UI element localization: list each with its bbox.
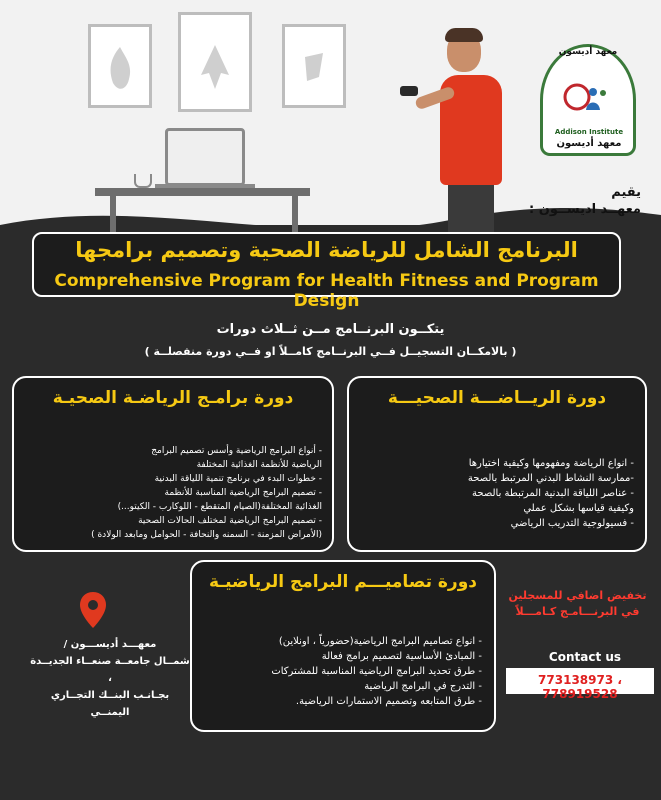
desk [95, 188, 310, 196]
location-pin-icon [80, 592, 106, 628]
card-program-design-title: دورة تصاميـــم البرامج الرياضيـة [209, 572, 477, 592]
list-item: - فسيولوجية التدريب الرياضي [510, 518, 634, 529]
presents-line2: معهــد اديســون : [529, 202, 641, 217]
list-item: (الأمراض المزمنة - السمنه والنحافة - الحوامل ومابعد الولادة ) [91, 530, 322, 540]
list-item: الرياضية للأنظمة الغذائية المختلفة [196, 460, 322, 470]
card-health-programs-title: دورة برامـج الرياضـة الصحيـة [52, 388, 294, 408]
address [30, 636, 190, 721]
wall-frame-leaf [282, 24, 346, 108]
card-health-sports-list [360, 456, 634, 531]
list-item: - عناصر اللياقة البدنية المرتبطة بالصحة [472, 488, 634, 499]
list-item: - المبادئ الأساسية لتصميم برامج فعالة [321, 651, 482, 662]
list-item: -ممارسة النشاط البدني المرتبط بالصحة [467, 473, 634, 484]
presents-text [529, 184, 641, 218]
list-item: - خطوات البدء في برنامج تنمية اللياقة البدنية [154, 474, 322, 484]
intro-line1: يتكــون البرنــامج مــن ثــلاث دورات [216, 322, 445, 337]
address-line2: شمــال جامعــة صنعــاء الجديــدة ، [30, 656, 190, 684]
list-item: - تصميم البرامج الرياضية لمختلف الحالات الصحية [138, 516, 322, 526]
logo-top-text: معهد أديسون [558, 47, 618, 57]
discount-text [505, 588, 650, 620]
desk-leg-left [110, 196, 116, 236]
laptop-icon [165, 128, 245, 186]
wall-frame-pear [88, 24, 152, 108]
list-item: - انواع تصاميم البرامج الرياضية(حضورياً ، اونلاين) [278, 636, 482, 647]
presents-line1: يقيم [611, 185, 641, 200]
list-item: - طرق المتابعه وتصميم الاستمارات الرياضية. [295, 696, 482, 707]
list-item: وكيفية قياسها بشكل عملي [523, 503, 634, 514]
list-item: - طرق تحديد البرامج الرياضية المناسبة للمشتركات [271, 666, 482, 677]
list-item: - تصميم البرامج الرياضية المناسبة للأنظمة [164, 488, 322, 498]
logo-symbol-icon [563, 80, 613, 114]
logo-english-text: Addison Institute [554, 128, 624, 136]
list-item: - أنواع البرامج الرياضية وأسس تصميم البرامج [151, 446, 322, 456]
list-item: - انواع الرياضة ومفهومها وكيفية اختيارها [468, 458, 634, 469]
dumbbell-icon [400, 86, 418, 96]
address-line1: معهـــد أديســـون / [63, 639, 157, 650]
title-arabic: البرنامج الشامل للرياضة الصحية وتصميم برامجها [75, 238, 578, 262]
card-program-design-list [204, 634, 482, 709]
card-health-programs-list [24, 444, 322, 542]
discount-line1: تخفيض اضافي للمسجلين [508, 589, 647, 602]
address-line3: بجـانـب البنــك التجــاري اليمنــي [50, 690, 170, 718]
person-legs [448, 183, 494, 233]
desk-leg-right [292, 196, 298, 236]
phone-numbers[interactable]: 773138973 ، 778919528 [538, 673, 622, 701]
discount-line2: في البرنـــامـج كـامـــلاً [515, 605, 640, 618]
intro-line2: ( بالامكــان التسجيــل فــي البرنــامج كامــلاً او فــي دورة منفصلــة ) [144, 345, 517, 358]
contact-label: Contact us [548, 650, 622, 664]
logo-bottom-text: معهد أديسون [556, 138, 622, 149]
list-item: - التدرج في البرامج الرياضية [364, 681, 482, 692]
person-hair [445, 28, 483, 42]
wall-frame-plant [178, 12, 252, 112]
card-health-sports-title: دورة الريــاضـــة الصحيـــة [387, 388, 607, 408]
coffee-cup-icon [134, 174, 152, 188]
title-english: Comprehensive Program for Health Fitness and Program Design [54, 271, 599, 311]
list-item: الغذائية المختلفة(الصيام المتقطع - اللوكارب - الكيتو...) [117, 502, 322, 512]
